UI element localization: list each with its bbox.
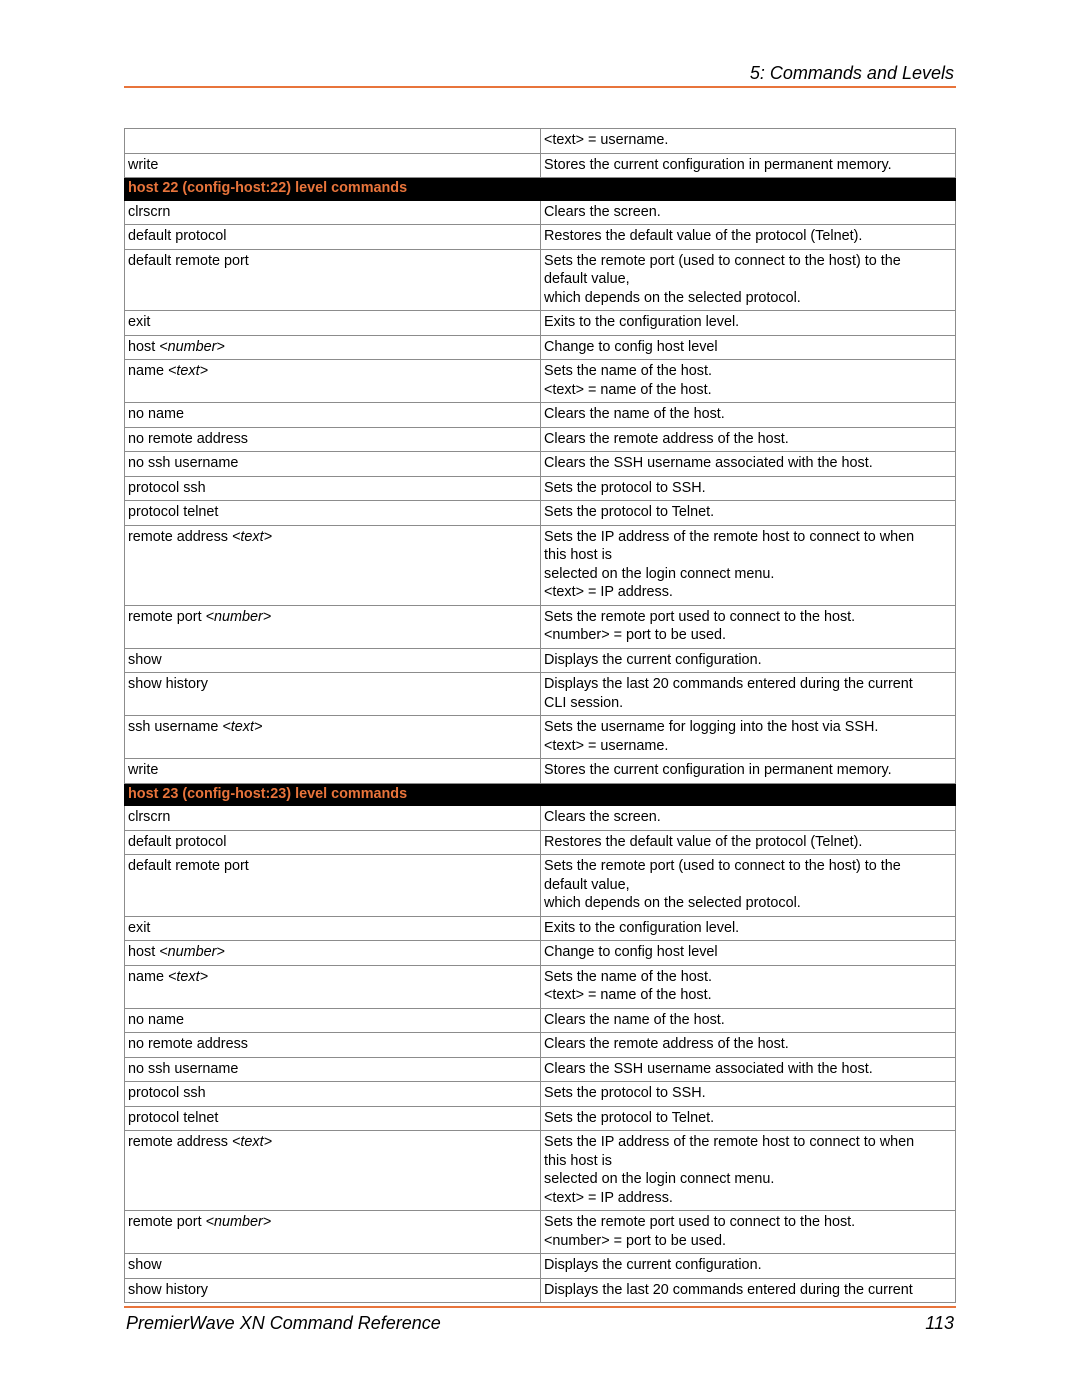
description-line: Clears the remote address of the host. <box>544 430 789 447</box>
description-line: <text> = IP address. <box>544 1189 673 1206</box>
command-text: ssh username <box>128 719 223 735</box>
command-cell <box>125 716 541 759</box>
table-row <box>125 1254 956 1279</box>
description-line: Displays the current configuration. <box>544 1257 762 1273</box>
command-text: write <box>128 156 159 173</box>
command-cell <box>125 648 541 673</box>
table-row <box>125 941 956 966</box>
command-cell <box>125 605 541 648</box>
command-text: exit <box>128 314 151 330</box>
description-line: Sets the protocol to Telnet. <box>544 504 715 520</box>
command-cell <box>125 452 541 477</box>
description-cell <box>541 855 956 917</box>
command-cell <box>125 525 541 605</box>
description-cell <box>541 673 956 716</box>
command-cell <box>125 403 541 428</box>
description-cell <box>541 1131 956 1211</box>
table-row <box>125 673 956 716</box>
description-line: Clears the screen. <box>544 809 661 825</box>
command-cell <box>125 806 541 831</box>
description-line: Sets the remote port (used to connect to the host) to the <box>544 858 901 874</box>
description-cell <box>541 360 956 403</box>
table-row <box>125 200 956 225</box>
description-line: Exits to the configuration level. <box>544 919 740 936</box>
table-row <box>125 1278 956 1303</box>
command-cell <box>125 941 541 966</box>
command-text: no ssh username <box>128 1060 239 1077</box>
table-row <box>125 452 956 477</box>
table-row <box>125 1033 956 1058</box>
command-argument: <text> <box>168 968 209 985</box>
description-line: Clears the remote address of the host. <box>544 1036 789 1052</box>
table-row <box>125 855 956 917</box>
command-cell <box>125 1033 541 1058</box>
command-cell <box>125 1057 541 1082</box>
description-line: Clears the name of the host. <box>544 1011 725 1028</box>
command-text: no remote address <box>128 1036 248 1052</box>
description-line: Restores the default value of the protocol (Telnet). <box>544 833 863 850</box>
command-cell <box>125 1278 541 1303</box>
description-cell <box>541 806 956 831</box>
description-cell <box>541 941 956 966</box>
description-cell <box>541 1106 956 1131</box>
description-cell <box>541 200 956 225</box>
description-cell <box>541 311 956 336</box>
command-text: show history <box>128 1281 208 1298</box>
description-line: Change to config host level <box>544 944 718 960</box>
description-cell <box>541 335 956 360</box>
description-line: Clears the name of the host. <box>544 406 725 422</box>
description-cell <box>541 476 956 501</box>
command-text: host <box>128 944 160 960</box>
description-line: Restores the default value of the protocol (Telnet). <box>544 228 863 244</box>
table-row <box>125 916 956 941</box>
description-line: <text> = IP address. <box>544 584 673 600</box>
command-cell <box>125 965 541 1008</box>
table-row <box>125 225 956 250</box>
table-row <box>125 403 956 428</box>
header-divider <box>124 86 956 88</box>
table-row <box>125 1131 956 1211</box>
command-text: protocol telnet <box>128 1109 219 1126</box>
description-line: Stores the current configuration in permanent memory. <box>544 762 892 778</box>
description-cell <box>541 605 956 648</box>
command-text: default protocol <box>128 833 227 850</box>
page-header-title: 5: Commands and Levels <box>749 63 954 83</box>
description-line: <number> = port to be used. <box>544 1232 727 1249</box>
command-text: name <box>128 363 168 379</box>
table-row <box>125 335 956 360</box>
command-text: default remote port <box>128 252 249 269</box>
command-cell <box>125 1254 541 1279</box>
command-argument: <number> <box>159 338 225 355</box>
description-line: Sets the name of the host. <box>544 968 712 985</box>
command-cell <box>125 360 541 403</box>
table-row <box>125 1057 956 1082</box>
command-text: no name <box>128 1011 185 1028</box>
command-cell <box>125 759 541 784</box>
command-text: remote address <box>128 528 232 545</box>
command-cell <box>125 129 541 154</box>
command-text: write <box>128 762 159 778</box>
command-text: protocol telnet <box>128 504 219 520</box>
command-cell <box>125 476 541 501</box>
description-cell <box>541 1278 956 1303</box>
command-cell <box>125 225 541 250</box>
table-row <box>125 311 956 336</box>
command-cell <box>125 249 541 311</box>
description-cell <box>541 525 956 605</box>
section-header-row <box>125 178 956 201</box>
description-line: <number> = port to be used. <box>544 627 727 643</box>
table-row <box>125 249 956 311</box>
page-number: 113 <box>925 1313 954 1333</box>
command-argument: <text> <box>231 528 272 545</box>
description-cell <box>541 916 956 941</box>
description-line: default value, <box>544 271 630 287</box>
command-argument: <number> <box>205 608 272 625</box>
command-text: show <box>128 651 162 668</box>
table-row <box>125 1211 956 1254</box>
table-row <box>125 476 956 501</box>
description-line: which depends on the selected protocol. <box>544 895 801 911</box>
table-row <box>125 1106 956 1131</box>
description-cell <box>541 830 956 855</box>
description-line: Sets the remote port (used to connect to the host) to the <box>544 252 901 269</box>
description-line: Change to config host level <box>544 338 718 355</box>
table-row <box>125 648 956 673</box>
command-text: protocol ssh <box>128 1085 206 1101</box>
description-line: CLI session. <box>544 694 624 711</box>
description-line: this host is <box>544 1152 612 1169</box>
description-cell <box>541 427 956 452</box>
description-line: Sets the IP address of the remote host to connect to when <box>544 528 915 545</box>
command-cell <box>125 1211 541 1254</box>
command-text: default protocol <box>128 228 227 244</box>
table-row <box>125 965 956 1008</box>
description-line: Sets the protocol to Telnet. <box>544 1109 715 1126</box>
footer-doc-title: PremierWave XN Command Reference <box>126 1313 441 1333</box>
command-cell <box>125 855 541 917</box>
command-text: show history <box>128 676 208 692</box>
description-cell <box>541 1211 956 1254</box>
description-line: Clears the SSH username associated with the host. <box>544 455 873 471</box>
command-cell <box>125 501 541 526</box>
description-line: Clears the screen. <box>544 203 661 220</box>
description-line: Sets the IP address of the remote host to connect to when <box>544 1134 915 1150</box>
command-text: no name <box>128 406 185 422</box>
command-text: remote address <box>128 1134 232 1150</box>
table-row <box>125 605 956 648</box>
description-line: Displays the last 20 commands entered during the current <box>544 1281 913 1298</box>
description-line: <text> = name of the host. <box>544 987 712 1003</box>
table-row <box>125 153 956 178</box>
description-cell <box>541 716 956 759</box>
description-line: this host is <box>544 547 612 563</box>
command-argument: <number> <box>205 1214 272 1230</box>
description-line: default value, <box>544 876 630 893</box>
description-cell <box>541 153 956 178</box>
command-cell <box>125 335 541 360</box>
table-row <box>125 525 956 605</box>
command-text: remote port <box>128 1214 206 1230</box>
command-table <box>124 128 956 1303</box>
description-cell <box>541 501 956 526</box>
table-row <box>125 360 956 403</box>
command-cell <box>125 153 541 178</box>
command-cell <box>125 1106 541 1131</box>
command-text: clrscrn <box>128 203 171 220</box>
command-text: no ssh username <box>128 455 239 471</box>
description-line: Exits to the configuration level. <box>544 314 740 330</box>
description-line: Sets the protocol to SSH. <box>544 1085 706 1101</box>
description-line: selected on the login connect menu. <box>544 565 775 582</box>
command-text: name <box>128 968 168 985</box>
description-cell <box>541 129 956 154</box>
table-row <box>125 427 956 452</box>
table-row <box>125 129 956 154</box>
description-line: Sets the username for logging into the host via SSH. <box>544 719 879 735</box>
table-row <box>125 1008 956 1033</box>
description-cell <box>541 759 956 784</box>
table-row <box>125 759 956 784</box>
description-cell <box>541 965 956 1008</box>
description-line: Displays the current configuration. <box>544 651 762 668</box>
command-argument: <text> <box>168 363 209 379</box>
table-row <box>125 716 956 759</box>
description-cell <box>541 403 956 428</box>
description-line: Clears the SSH username associated with the host. <box>544 1060 873 1077</box>
description-cell <box>541 1057 956 1082</box>
description-cell <box>541 452 956 477</box>
description-line: Stores the current configuration in permanent memory. <box>544 156 892 173</box>
description-cell <box>541 1254 956 1279</box>
table-row <box>125 1082 956 1107</box>
command-cell <box>125 311 541 336</box>
command-argument: <number> <box>159 944 225 960</box>
description-line: Sets the protocol to SSH. <box>544 479 706 496</box>
command-cell <box>125 1131 541 1211</box>
description-line: Sets the remote port used to connect to the host. <box>544 1214 856 1230</box>
command-text: exit <box>128 919 151 936</box>
command-cell <box>125 427 541 452</box>
command-text: show <box>128 1257 162 1273</box>
command-table-body <box>125 129 956 1303</box>
command-argument: <text> <box>231 1134 272 1150</box>
command-text: host <box>128 338 160 355</box>
description-line: Sets the remote port used to connect to the host. <box>544 608 856 625</box>
description-cell <box>541 225 956 250</box>
command-text: default remote port <box>128 858 249 874</box>
command-text: remote port <box>128 608 206 625</box>
description-line: which depends on the selected protocol. <box>544 289 801 306</box>
command-text: protocol ssh <box>128 479 206 496</box>
description-line: <text> = name of the host. <box>544 381 712 398</box>
command-text: no remote address <box>128 430 248 447</box>
command-text: clrscrn <box>128 809 171 825</box>
description-line: Sets the name of the host. <box>544 363 712 379</box>
command-cell <box>125 916 541 941</box>
command-cell <box>125 200 541 225</box>
command-cell <box>125 830 541 855</box>
table-row <box>125 501 956 526</box>
description-cell <box>541 249 956 311</box>
section-header-label: host 23 (config-host:23) level commands <box>125 783 956 806</box>
description-line: <text> = username. <box>544 737 669 754</box>
description-cell <box>541 1082 956 1107</box>
description-cell <box>541 1008 956 1033</box>
description-line: selected on the login connect menu. <box>544 1171 775 1187</box>
table-row <box>125 806 956 831</box>
footer-divider <box>124 1306 956 1308</box>
description-line: Displays the last 20 commands entered during the current <box>544 676 913 692</box>
description-cell <box>541 648 956 673</box>
command-cell <box>125 1008 541 1033</box>
section-header-row <box>125 783 956 806</box>
command-cell <box>125 673 541 716</box>
command-cell <box>125 1082 541 1107</box>
section-header-label: host 22 (config-host:22) level commands <box>125 178 956 201</box>
table-row <box>125 830 956 855</box>
command-argument: <text> <box>222 719 263 735</box>
description-line: <text> = username. <box>544 132 669 148</box>
description-cell <box>541 1033 956 1058</box>
